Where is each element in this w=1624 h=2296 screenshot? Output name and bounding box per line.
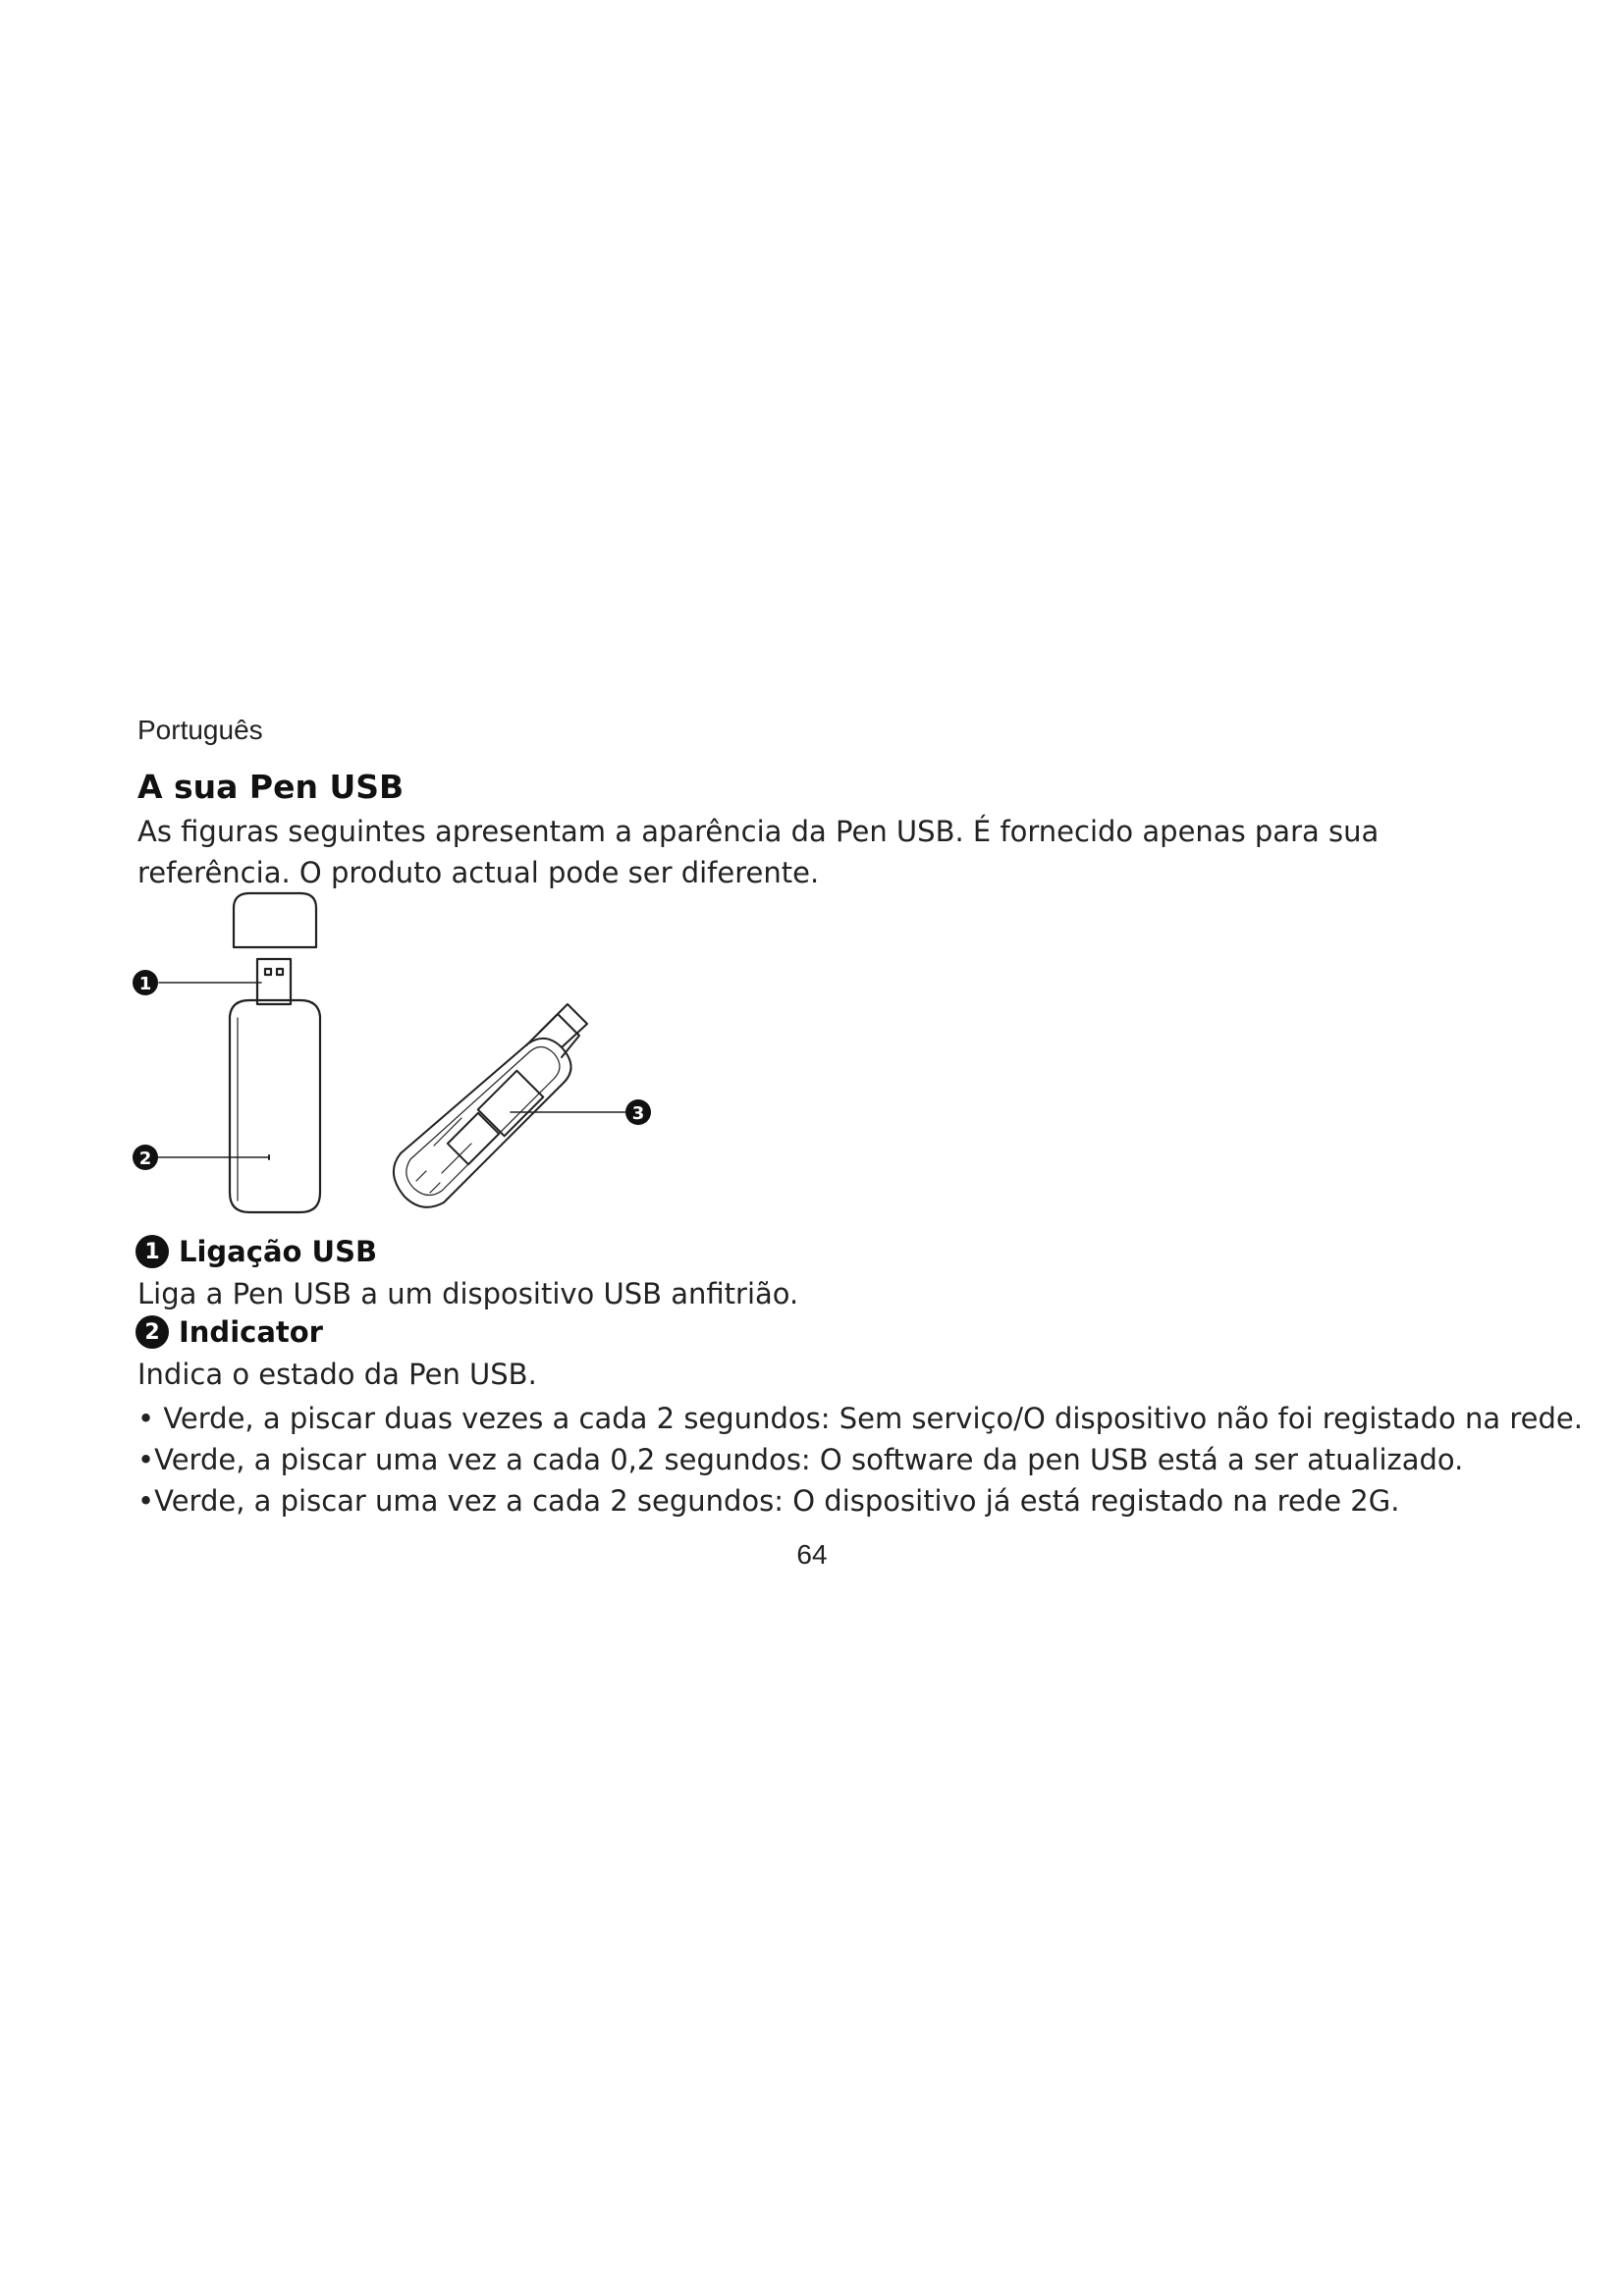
- usb-open-view: [394, 1004, 628, 1207]
- indicator-status-list: [137, 1398, 1583, 1522]
- usb-stick-illustration: [118, 888, 687, 1242]
- intro-paragraph: As figuras seguintes apresentam a aparência da Pen USB. É fornecido apenas para sua referência. O produto actual pode ser diferente.: [137, 815, 1380, 889]
- item-1-heading: [135, 1235, 377, 1268]
- usb-connector: [257, 959, 291, 1004]
- list-item: •Verde, a piscar uma vez a cada 0,2 segundos: O software da pen USB está a ser atualizado.: [137, 1443, 1464, 1476]
- list-item: • Verde, a piscar duas vezes a cada 2 segundos: Sem serviço/O dispositivo não foi registado na rede.: [137, 1402, 1583, 1435]
- item-2-description: Indica o estado da Pen USB.: [137, 1358, 537, 1391]
- callout-2-label: 2: [138, 1148, 152, 1169]
- callout-3-label: 3: [631, 1103, 645, 1124]
- item-2-title: Indicator: [179, 1315, 323, 1349]
- callout-2: [133, 1145, 158, 1170]
- callout-3: [625, 1099, 651, 1125]
- usb-stick-figure: [118, 888, 687, 1242]
- usb-cap: [234, 893, 316, 947]
- list-item: •Verde, a piscar uma vez a cada 2 segundos: O dispositivo já está registado na rede 2G.: [137, 1484, 1400, 1518]
- callout-1-label: 1: [138, 974, 152, 994]
- language-label: Português: [137, 715, 263, 745]
- page-number: 64: [796, 1539, 828, 1570]
- item-2-heading: [135, 1315, 323, 1349]
- number-badge-2: 2: [135, 1315, 169, 1349]
- item-1-description: Liga a Pen USB a um dispositivo USB anfitrião.: [137, 1277, 799, 1310]
- item-1-title: Ligação USB: [179, 1235, 378, 1268]
- usb-body: [230, 1000, 320, 1212]
- callout-1: [133, 970, 158, 995]
- number-badge-1: 1: [135, 1235, 169, 1268]
- section-title: A sua Pen USB: [137, 768, 405, 806]
